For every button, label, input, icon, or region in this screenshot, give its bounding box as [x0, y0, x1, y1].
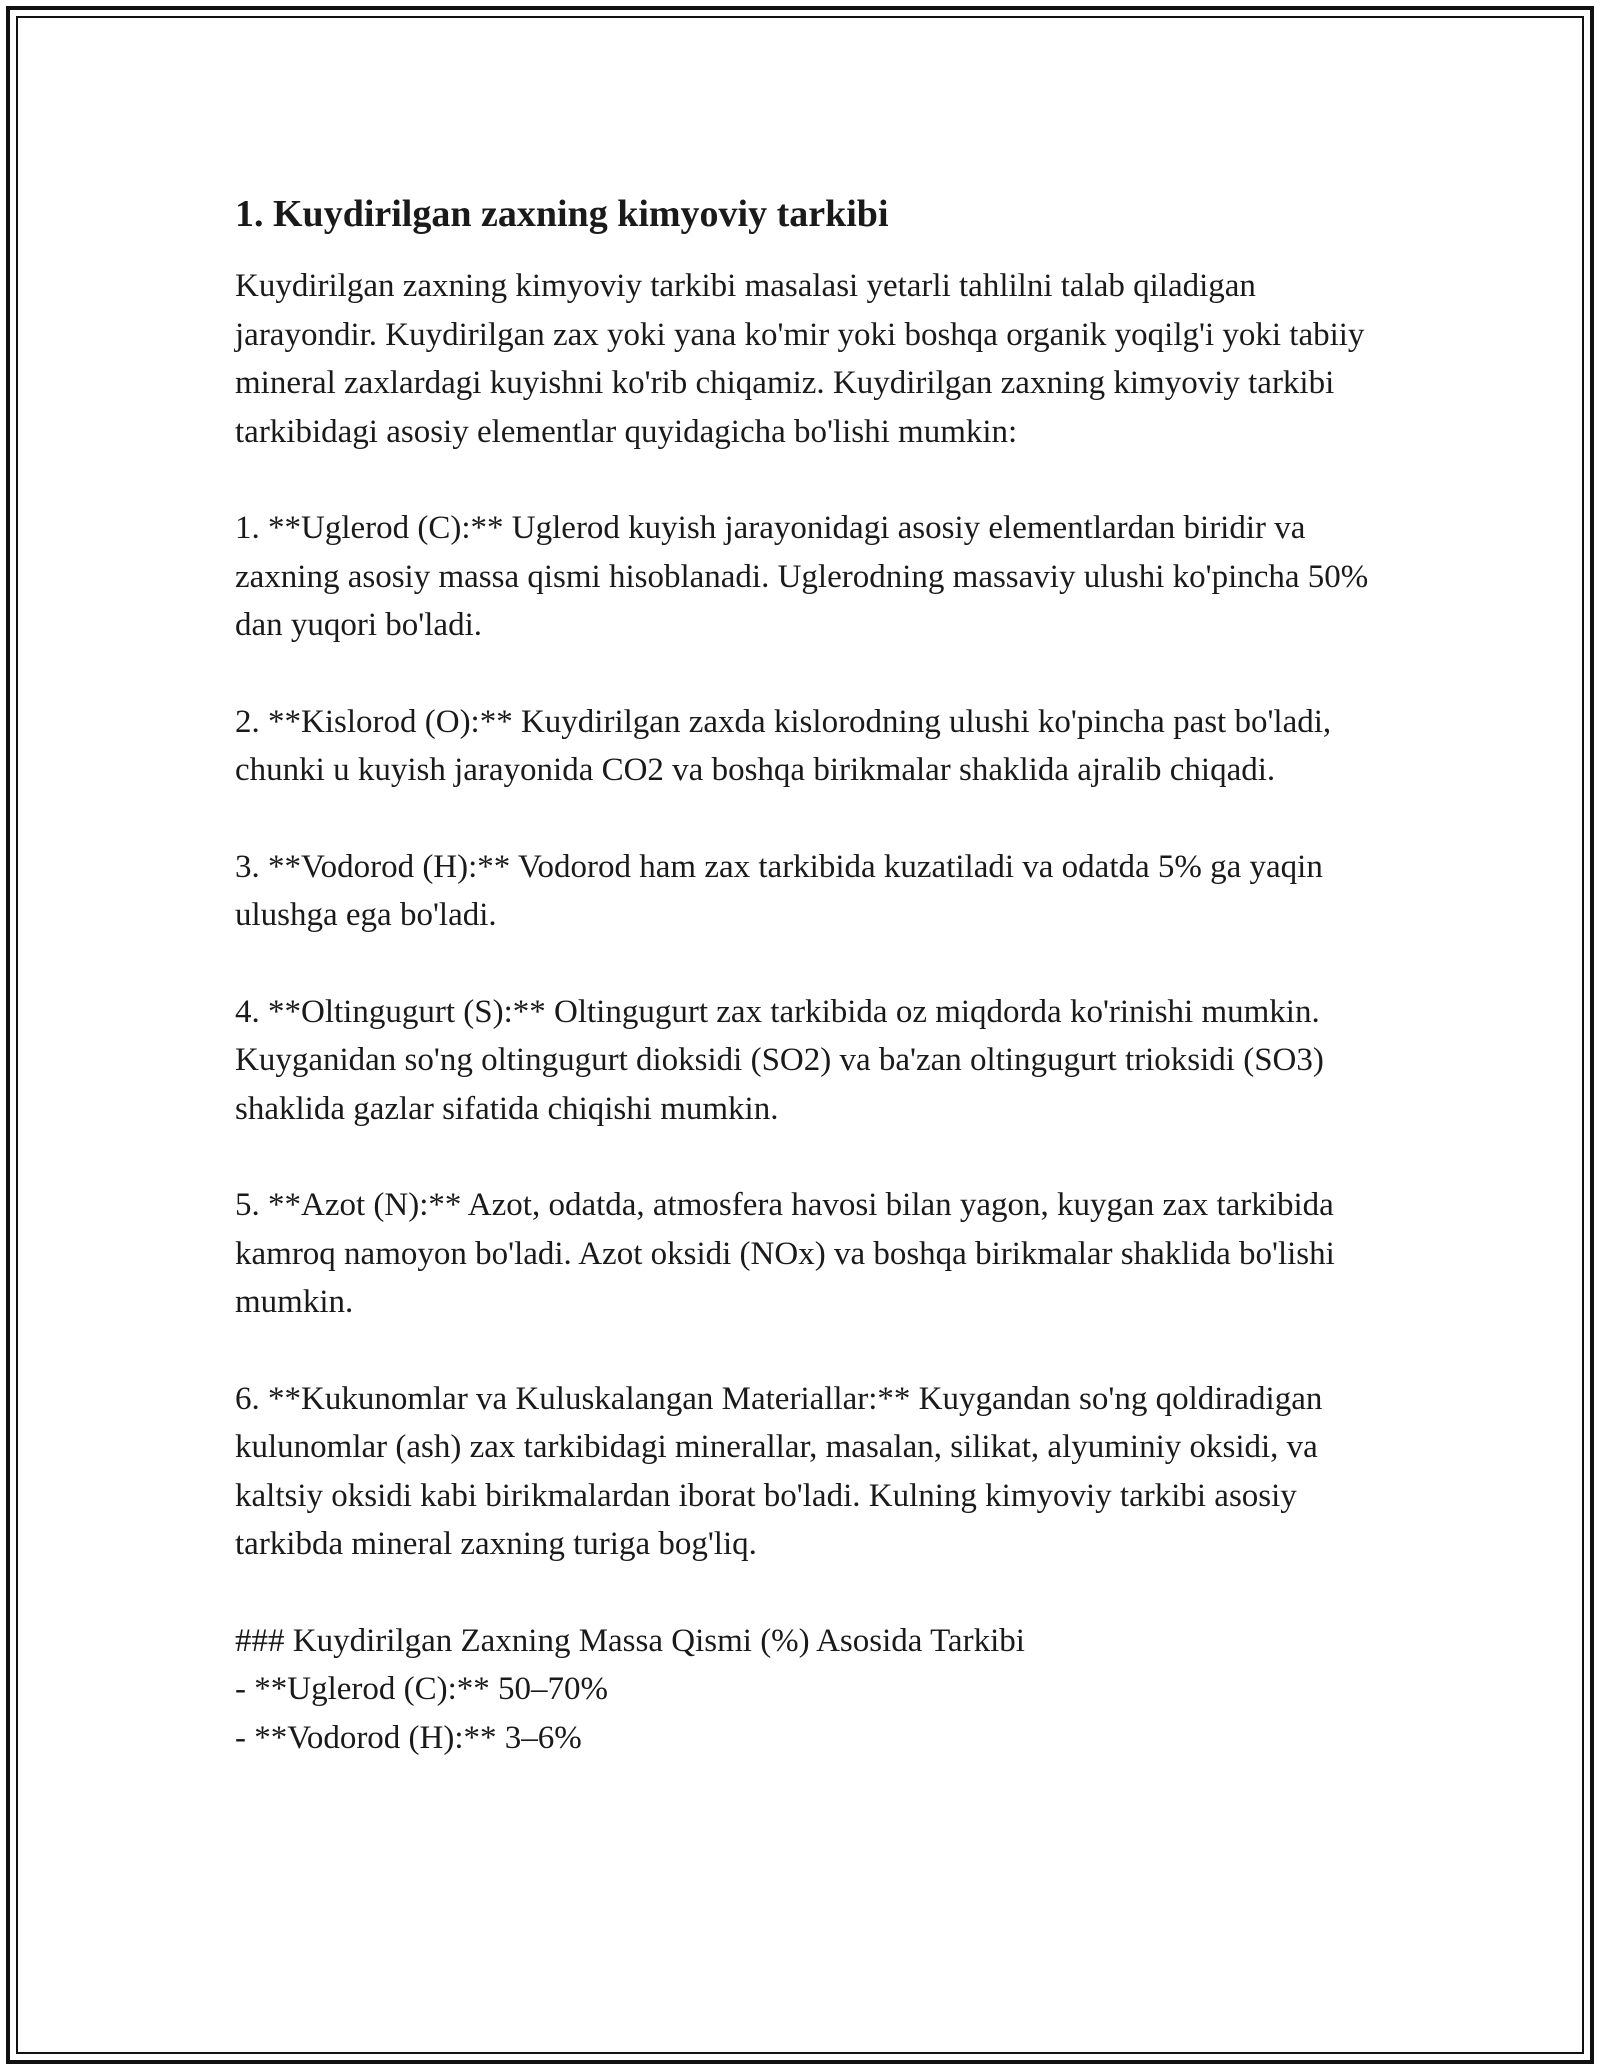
list-item-vodorod: 3. **Vodorod (H):** Vodorod ham zax tarkibida kuzatiladi va odatda 5% ga yaqin ulushga ega bo'ladi.	[235, 848, 1323, 933]
bullet-vodorod: - **Vodorod (H):** 3–6%	[235, 1719, 582, 1756]
document-body	[235, 188, 1385, 1762]
list-item-kislorod: 2. **Kislorod (O):** Kuydirilgan zaxda kislorodning ulushi ko'pincha past bo'ladi, chunki u kuyish jarayonida CO2 va boshqa birikmalar shaklida ajralib chiqadi.	[235, 703, 1332, 788]
section-heading: 1. Kuydirilgan zaxning kimyoviy tarkibi	[235, 193, 889, 235]
list-item-azot: 5. **Azot (N):** Azot, odatda, atmosfera havosi bilan yagon, kuygan zax tarkibida kamroq namoyon bo'ladi. Azot oksidi (NOx) va boshqa birikmalar shaklida bo'lishi mumkin.	[235, 1187, 1335, 1320]
bullet-uglerod: - **Uglerod (C):** 50–70%	[235, 1671, 609, 1707]
mass-composition-subheading: ### Kuydirilgan Zaxning Massa Qismi (%) Asosida Tarkibi	[235, 1622, 1025, 1659]
list-item-uglerod: 1. **Uglerod (C):** Uglerod kuyish jarayonidagi asosiy elementlardan biridir va zaxning asosiy massa qismi hisoblanadi. Uglerodning massaviy ulushi ko'pincha 50% dan yuqori bo'ladi.	[235, 510, 1369, 643]
list-item-oltingugurt: 4. **Oltingugurt (S):** Oltingugurt zax tarkibida oz miqdorda ko'rinishi mumkin. Kuyganidan so'ng oltingugurt dioksidi (SO2) va ba'zan oltingugurt trioksidi (SO3) shaklida gazlar sifatida chiqishi mumkin.	[235, 993, 1324, 1127]
list-item-kukunomlar: 6. **Kukunomlar va Kuluskalangan Materiallar:** Kuygandan so'ng qoldiradigan kulunomlar (ash) zax tarkibidagi minerallar, masalan, silikat, alyuminiy oksidi, va kaltsiy oksidi kabi birikmalardan iborat bo'ladi. Kulning kimyoviy tarkibi asosiy tarkibda mineral zaxning turiga bog'liq.	[235, 1380, 1323, 1562]
intro-paragraph: Kuydirilgan zaxning kimyoviy tarkibi masalasi yetarli tahlilni talab qiladigan jarayondir. Kuydirilgan zax yoki yana ko'mir yoki boshqa organik yoqilg'i yoki tabiiy mineral zaxlardagi kuyishni ko'rib chiqamiz. Kuydirilgan zaxning kimyoviy tarkibi tarkibidagi asosiy elementlar quyidagicha bo'lishi mumkin:	[235, 268, 1365, 450]
mass-composition-block	[235, 1617, 1385, 1763]
